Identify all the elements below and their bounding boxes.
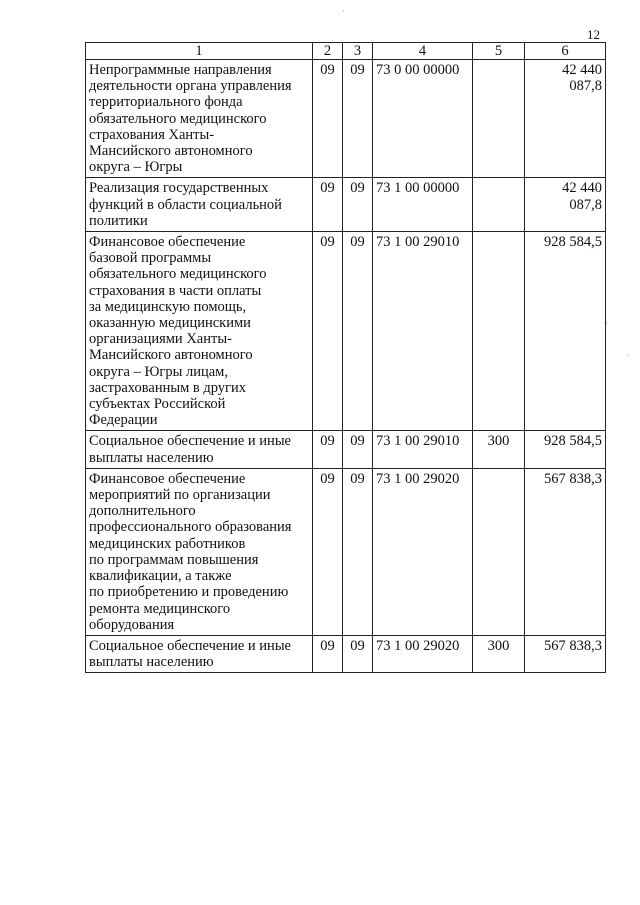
- expense-type-code-cell: [473, 468, 525, 635]
- subsection-code-cell: 09: [343, 431, 373, 468]
- item-name-cell: [86, 468, 313, 635]
- expense-type-code-cell: [473, 232, 525, 431]
- target-item-code-cell: 73 1 00 00000: [373, 178, 473, 232]
- column-header: 4: [373, 43, 473, 60]
- item-name-line: Социальное обеспечение и иные: [89, 433, 291, 450]
- item-name-line: профессионального образования: [89, 519, 292, 536]
- amount-cell: 567 838,3: [525, 635, 606, 672]
- item-name-line: Федерации: [89, 412, 158, 429]
- amount-cell: 567 838,3: [525, 468, 606, 635]
- item-name-line: организациями Ханты-: [89, 331, 232, 348]
- target-item-code-cell: 73 1 00 29010: [373, 232, 473, 431]
- amount-cell: 928 584,5: [525, 232, 606, 431]
- item-name-line: за медицинскую помощь,: [89, 298, 247, 315]
- item-name-line: страхования Ханты-: [89, 126, 215, 143]
- target-item-code-cell: 73 1 00 29020: [373, 635, 473, 672]
- item-name-cell: [86, 178, 313, 232]
- item-name-line: политики: [89, 212, 148, 229]
- item-name-line: медицинских работников: [89, 535, 246, 552]
- page-number: 12: [587, 27, 600, 42]
- item-name-line: Непрограммные направления: [89, 62, 272, 78]
- section-code-cell: 09: [313, 60, 343, 178]
- subsection-code-cell: 09: [343, 468, 373, 635]
- item-name-line: Социальное обеспечение и иные: [89, 637, 291, 654]
- table-row: [86, 60, 606, 178]
- item-name-line: квалификации, а также: [89, 568, 232, 585]
- subsection-code-cell: 09: [343, 232, 373, 431]
- item-name-line: по приобретению и проведению: [89, 584, 289, 601]
- item-name-cell: [86, 232, 313, 431]
- table-row: [86, 635, 606, 672]
- amount-cell: 42 440 087,8: [525, 178, 606, 232]
- expense-type-code-cell: 300: [473, 431, 525, 468]
- item-name-line: территориального фонда: [89, 94, 243, 111]
- amount-cell: 928 584,5: [525, 431, 606, 468]
- section-code-cell: 09: [313, 178, 343, 232]
- expense-type-code-cell: [473, 60, 525, 178]
- item-name-line: округа – Югры: [89, 159, 183, 176]
- target-item-code-cell: 73 1 00 29020: [373, 468, 473, 635]
- item-name-line: Мансийского автономного: [89, 143, 253, 160]
- section-code-cell: 09: [313, 431, 343, 468]
- item-name-line: функций в области социальной: [89, 196, 282, 213]
- item-name-line: обязательного медицинского: [89, 110, 267, 127]
- item-name-line: дополнительного: [89, 503, 196, 520]
- item-name-line: страхования в части оплаты: [89, 282, 262, 299]
- item-name-line: застрахованным в других: [89, 379, 247, 396]
- section-code-cell: 09: [313, 635, 343, 672]
- target-item-code-cell: 73 1 00 29010: [373, 431, 473, 468]
- item-name-line: оказанную медицинскими: [89, 315, 251, 332]
- item-name-line: Мансийского автономного: [89, 347, 253, 364]
- amount-cell: 42 440 087,8: [525, 60, 606, 178]
- table-body: [86, 60, 606, 673]
- column-header: 2: [313, 43, 343, 60]
- column-header: 5: [473, 43, 525, 60]
- item-name-line: Финансовое обеспечение: [89, 234, 246, 251]
- column-header: 6: [525, 43, 606, 60]
- table-row: [86, 232, 606, 431]
- item-name-line: Финансовое обеспечение: [89, 470, 246, 487]
- target-item-code-cell: 73 0 00 00000: [373, 60, 473, 178]
- item-name-line: выплаты населению: [89, 654, 214, 671]
- item-name-line: базовой программы: [89, 250, 212, 267]
- budget-table: [85, 42, 606, 673]
- table-row: [86, 468, 606, 635]
- subsection-code-cell: 09: [343, 60, 373, 178]
- table-row: [86, 178, 606, 232]
- item-name-line: мероприятий по организации: [89, 487, 271, 504]
- section-code-cell: 09: [313, 232, 343, 431]
- scan-mark: ·: [605, 318, 608, 328]
- column-header: 1: [86, 43, 313, 60]
- column-header: 3: [343, 43, 373, 60]
- item-name-cell: [86, 60, 313, 178]
- item-name-line: выплаты населению: [89, 449, 214, 466]
- item-name-cell: [86, 635, 313, 672]
- item-name-line: деятельности органа управления: [89, 78, 292, 95]
- subsection-code-cell: 09: [343, 178, 373, 232]
- item-name-line: Реализация государственных: [89, 180, 269, 197]
- section-code-cell: 09: [313, 468, 343, 635]
- expense-type-code-cell: [473, 178, 525, 232]
- item-name-line: округа – Югры лицам,: [89, 363, 228, 380]
- item-name-line: субъектах Российской: [89, 396, 226, 413]
- subsection-code-cell: 09: [343, 635, 373, 672]
- scan-mark: ·: [342, 6, 345, 16]
- item-name-line: обязательного медицинского: [89, 266, 267, 283]
- scan-mark: ·: [627, 350, 630, 360]
- item-name-line: оборудования: [89, 616, 175, 633]
- expense-type-code-cell: 300: [473, 635, 525, 672]
- item-name-line: по программам повышения: [89, 551, 259, 568]
- item-name-cell: [86, 431, 313, 468]
- item-name-line: ремонта медицинского: [89, 600, 231, 617]
- table-header-row: [86, 43, 606, 60]
- table-row: [86, 431, 606, 468]
